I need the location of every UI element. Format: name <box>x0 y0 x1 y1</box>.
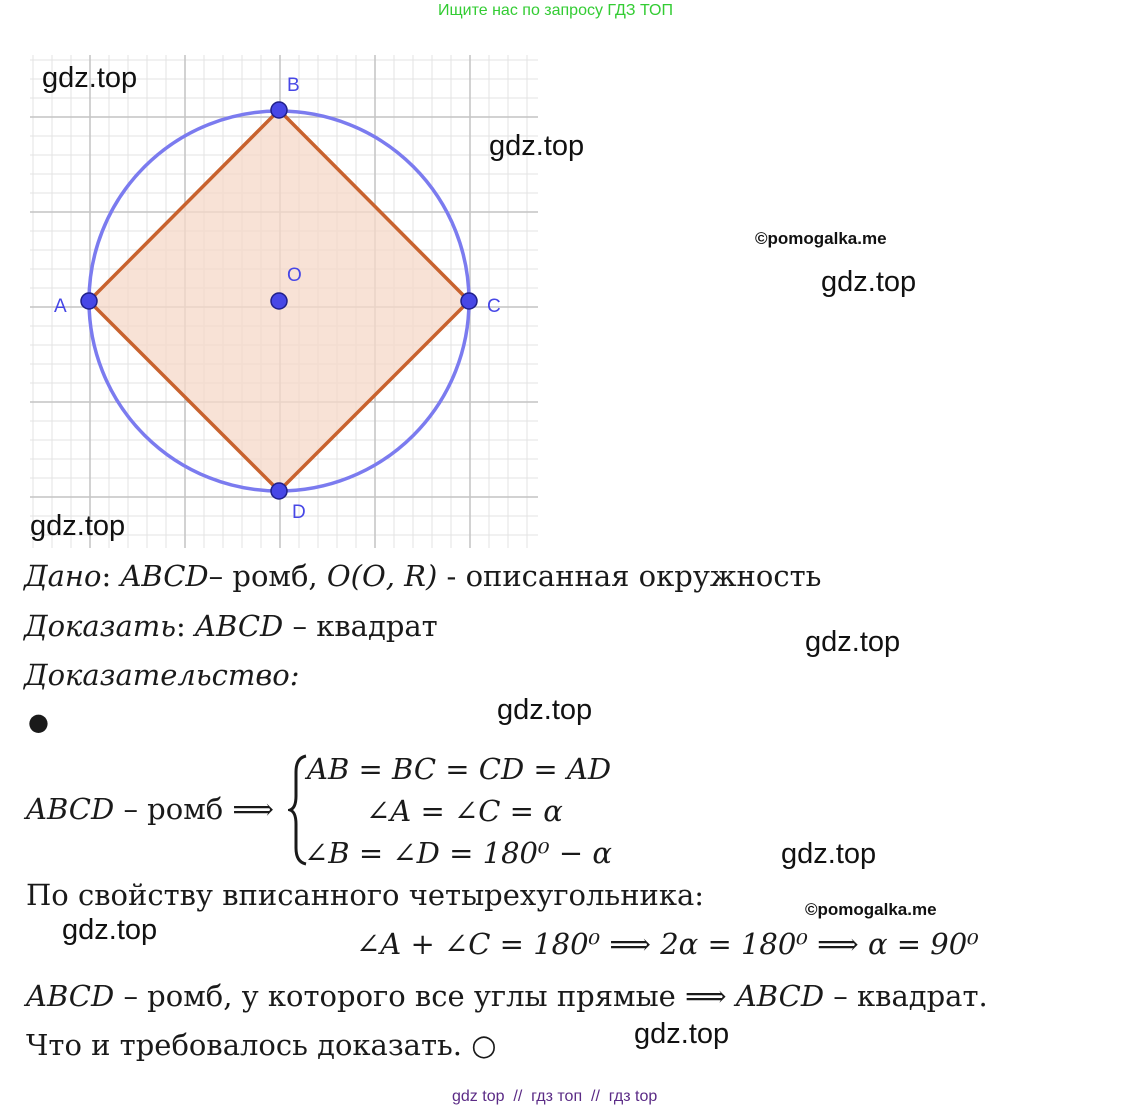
point-b <box>271 102 287 118</box>
given-circle-text: - описанная окружность <box>437 559 822 593</box>
watermark: gdz.top <box>42 62 138 94</box>
watermark: gdz.top <box>781 838 877 870</box>
watermark: gdz.top <box>821 266 917 298</box>
conclusion-line <box>26 979 988 1013</box>
system-line-3: ∠B = ∠D = 180⁰ − α <box>304 836 612 870</box>
point-a <box>81 293 97 309</box>
point-c <box>461 293 477 309</box>
prove-line: Доказать: ABCD – квадрат <box>24 609 438 643</box>
given-line: Дано: ABCD– ромб, 𝑂(𝑂, 𝑅) - описанная окружность <box>24 559 822 593</box>
inscribed-text: По свойству вписанного четырехугольника: <box>26 878 705 912</box>
given-circle: 𝑂(𝑂, 𝑅) <box>326 559 438 593</box>
label-c: C <box>487 296 501 317</box>
conclusion-math-2: ABCD <box>735 979 825 1013</box>
copyright: ©pomogalka.me <box>755 229 887 248</box>
top-banner: Ищите нас по запросу ГДЗ ТОП <box>438 2 673 19</box>
watermark: gdz.top <box>497 694 593 726</box>
footer-links[interactable]: gdz top // гдз топ // гдз top <box>452 1088 658 1105</box>
label-a: A <box>54 296 67 317</box>
system-lhs-text: – ромб ⟹ <box>114 792 275 826</box>
system-line-2: ∠A = ∠C = α <box>366 794 563 828</box>
bullet: ● <box>28 708 49 736</box>
given-rhombus: ABCD <box>120 559 209 593</box>
watermark: gdz.top <box>30 510 126 542</box>
given-rhombus-text: – ромб, <box>208 559 327 593</box>
label-d: D <box>292 502 306 523</box>
angle-equation: ∠A + ∠C = 180⁰ ⟹ 2α = 180⁰ ⟹ α = 90⁰ <box>356 927 979 961</box>
system-line-1: AB = BC = CD = AD <box>307 752 612 786</box>
watermark: gdz.top <box>489 130 585 162</box>
watermark: gdz.top <box>805 626 901 658</box>
watermark: gdz.top <box>634 1018 730 1050</box>
system-lhs <box>26 792 274 826</box>
conclusion-text: – ромб, у которого все углы прямые ⟹ <box>114 979 736 1013</box>
system-lhs-math: ABCD <box>26 792 115 826</box>
prove-text: – квадрат <box>283 609 438 643</box>
qed-line: Что и требовалось доказать. ○ <box>26 1028 497 1062</box>
label-b: B <box>287 75 300 96</box>
point-o <box>271 293 287 309</box>
proof-label: Доказательство: <box>24 658 300 692</box>
given-label: Дано <box>24 559 102 593</box>
watermark: gdz.top <box>62 914 158 946</box>
prove-rhombus: ABCD <box>195 609 284 643</box>
copyright: ©pomogalka.me <box>805 900 937 919</box>
conclusion-math-1: ABCD <box>26 979 115 1013</box>
label-o: O <box>287 265 302 286</box>
point-d <box>271 483 287 499</box>
conclusion-end: – квадрат. <box>824 979 988 1013</box>
prove-label: Доказать <box>24 609 177 643</box>
